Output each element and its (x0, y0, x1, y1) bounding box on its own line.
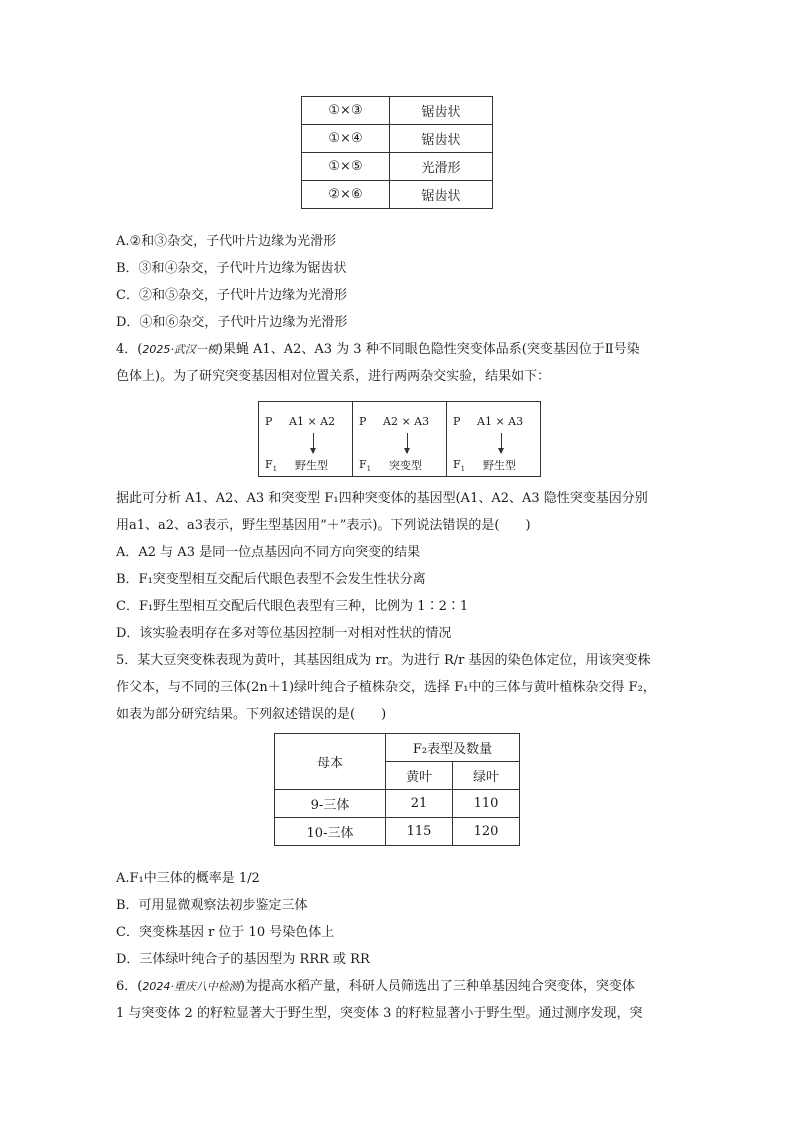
result-cell: 锯齿状 (390, 97, 493, 125)
q4-stem-line2: 色体上)。为了研究突变基因相对位置关系，进行两两杂交实验，结果如下： (116, 369, 551, 384)
q4-option-d: D．该实验表明存在多对等位基因控制一对相对性状的情况 (116, 626, 452, 641)
question-number: 4．( (116, 342, 143, 357)
cross-cell: ①×④ (302, 125, 390, 153)
offspring-label: 突变型 (389, 459, 422, 472)
question-source: 2025·武汉一模 (142, 343, 218, 356)
cross-experiment-diagram (258, 401, 541, 477)
mother-cell: 10-三体 (275, 818, 386, 846)
parents-label: A1 × A2 (289, 415, 336, 428)
table-row (302, 97, 493, 125)
header-mother: 母本 (275, 734, 386, 790)
leaf-margin-cross-table (301, 96, 493, 209)
yellow-cell: 21 (386, 790, 453, 818)
header-f2: F₂表型及数量 (386, 734, 520, 762)
q5-option-a: A.F₁中三体的概率是 1/2 (116, 871, 260, 886)
q4-stem-line1 (116, 342, 640, 358)
q5-option-d: D．三体绿叶纯合子的基因型为 RRR 或 RR (116, 952, 370, 967)
stem-text: )果蝇 A1、A2、A3 为 3 种不同眼色隐性突变体品系(突变基因位于Ⅱ号染 (217, 342, 640, 357)
q3-option-a: A.②和③杂交，子代叶片边缘为光滑形 (116, 234, 337, 249)
p-label: P (453, 415, 461, 428)
down-arrow-icon (501, 433, 502, 453)
q4-option-b: B．F₁突变型相互交配后代眼色表型不会发生性状分离 (116, 572, 426, 587)
green-cell: 110 (452, 790, 519, 818)
q4-option-c: C．F₁野生型相互交配后代眼色表型有三种，比例为 1∶2∶1 (116, 599, 469, 614)
down-arrow-icon (313, 433, 314, 453)
table-row (302, 181, 493, 209)
f1-label: $F_1$ (453, 458, 466, 474)
p-label: P (359, 415, 367, 428)
trisomy-f2-table (274, 733, 520, 846)
table-header-row (275, 734, 520, 762)
yellow-cell: 115 (386, 818, 453, 846)
offspring-label: 野生型 (295, 459, 328, 472)
offspring-label: 野生型 (483, 459, 516, 472)
result-cell: 光滑形 (390, 153, 493, 181)
q5-stem-line2: 作父本，与不同的三体(2n＋1)绿叶纯合子植株杂交，选择 F₁中的三体与黄叶植株杂交得 F₂， (116, 680, 656, 695)
q5-stem-line1: 5．某大豆突变株表现为黄叶，其基因组成为 rr。为进行 R/r 基因的染色体定位，用该突变株 (116, 653, 651, 668)
result-cell: 锯齿状 (390, 181, 493, 209)
q5-option-c: C．突变株基因 r 位于 10 号染色体上 (116, 925, 335, 940)
cross-cell: ①×③ (302, 97, 390, 125)
parents-label: A2 × A3 (383, 415, 430, 428)
q3-option-b: B．③和④杂交，子代叶片边缘为锯齿状 (116, 261, 347, 276)
q5-stem-line3: 如表为部分研究结果。下列叙述错误的是( ) (116, 707, 387, 722)
q5-option-b: B．可用显微观察法初步鉴定三体 (116, 898, 308, 913)
f1-label: $F_1$ (359, 458, 372, 474)
q6-stem-line2: 1 与突变体 2 的籽粒显著大于野生型，突变体 3 的籽粒显著小于野生型。通过测序发现，突 (116, 1006, 643, 1021)
stem-text: )为提高水稻产量，科研人员筛选出了三种单基因纯合突变体，突变体 (239, 979, 635, 994)
q4-after-line2: 用a1、a2、a3表示，野生型基因用“＋”表示)。下列说法错误的是( ) (116, 518, 531, 533)
q4-option-a: A．A2 与 A3 是同一位点基因向不同方向突变的结果 (116, 545, 421, 560)
q4-after-line1: 据此可分析 A1、A2、A3 和突变型 F₁四种突变体的基因型(A1、A2、A3 隐性突变基因分别 (116, 491, 648, 506)
cross-panel (447, 402, 540, 476)
q3-option-c: C．②和⑤杂交，子代叶片边缘为光滑形 (116, 288, 347, 303)
cross-panel (353, 402, 447, 476)
table-row (275, 818, 520, 846)
header-green: 绿叶 (452, 762, 519, 790)
cross-cell: ①×⑤ (302, 153, 390, 181)
cross-panel (259, 402, 353, 476)
question-source: 2024·重庆八中检测 (142, 980, 240, 993)
p-label: P (265, 415, 273, 428)
table-row (275, 790, 520, 818)
question-number: 6．( (116, 979, 143, 994)
q3-option-d: D．④和⑥杂交，子代叶片边缘为光滑形 (116, 315, 348, 330)
result-cell: 锯齿状 (390, 125, 493, 153)
mother-cell: 9-三体 (275, 790, 386, 818)
q6-stem-line1 (116, 979, 635, 995)
green-cell: 120 (452, 818, 519, 846)
table-row (302, 153, 493, 181)
table-row (302, 125, 493, 153)
cross-cell: ②×⑥ (302, 181, 390, 209)
down-arrow-icon (407, 433, 408, 453)
parents-label: A1 × A3 (477, 415, 524, 428)
header-yellow: 黄叶 (386, 762, 453, 790)
f1-label: $F_1$ (265, 458, 278, 474)
